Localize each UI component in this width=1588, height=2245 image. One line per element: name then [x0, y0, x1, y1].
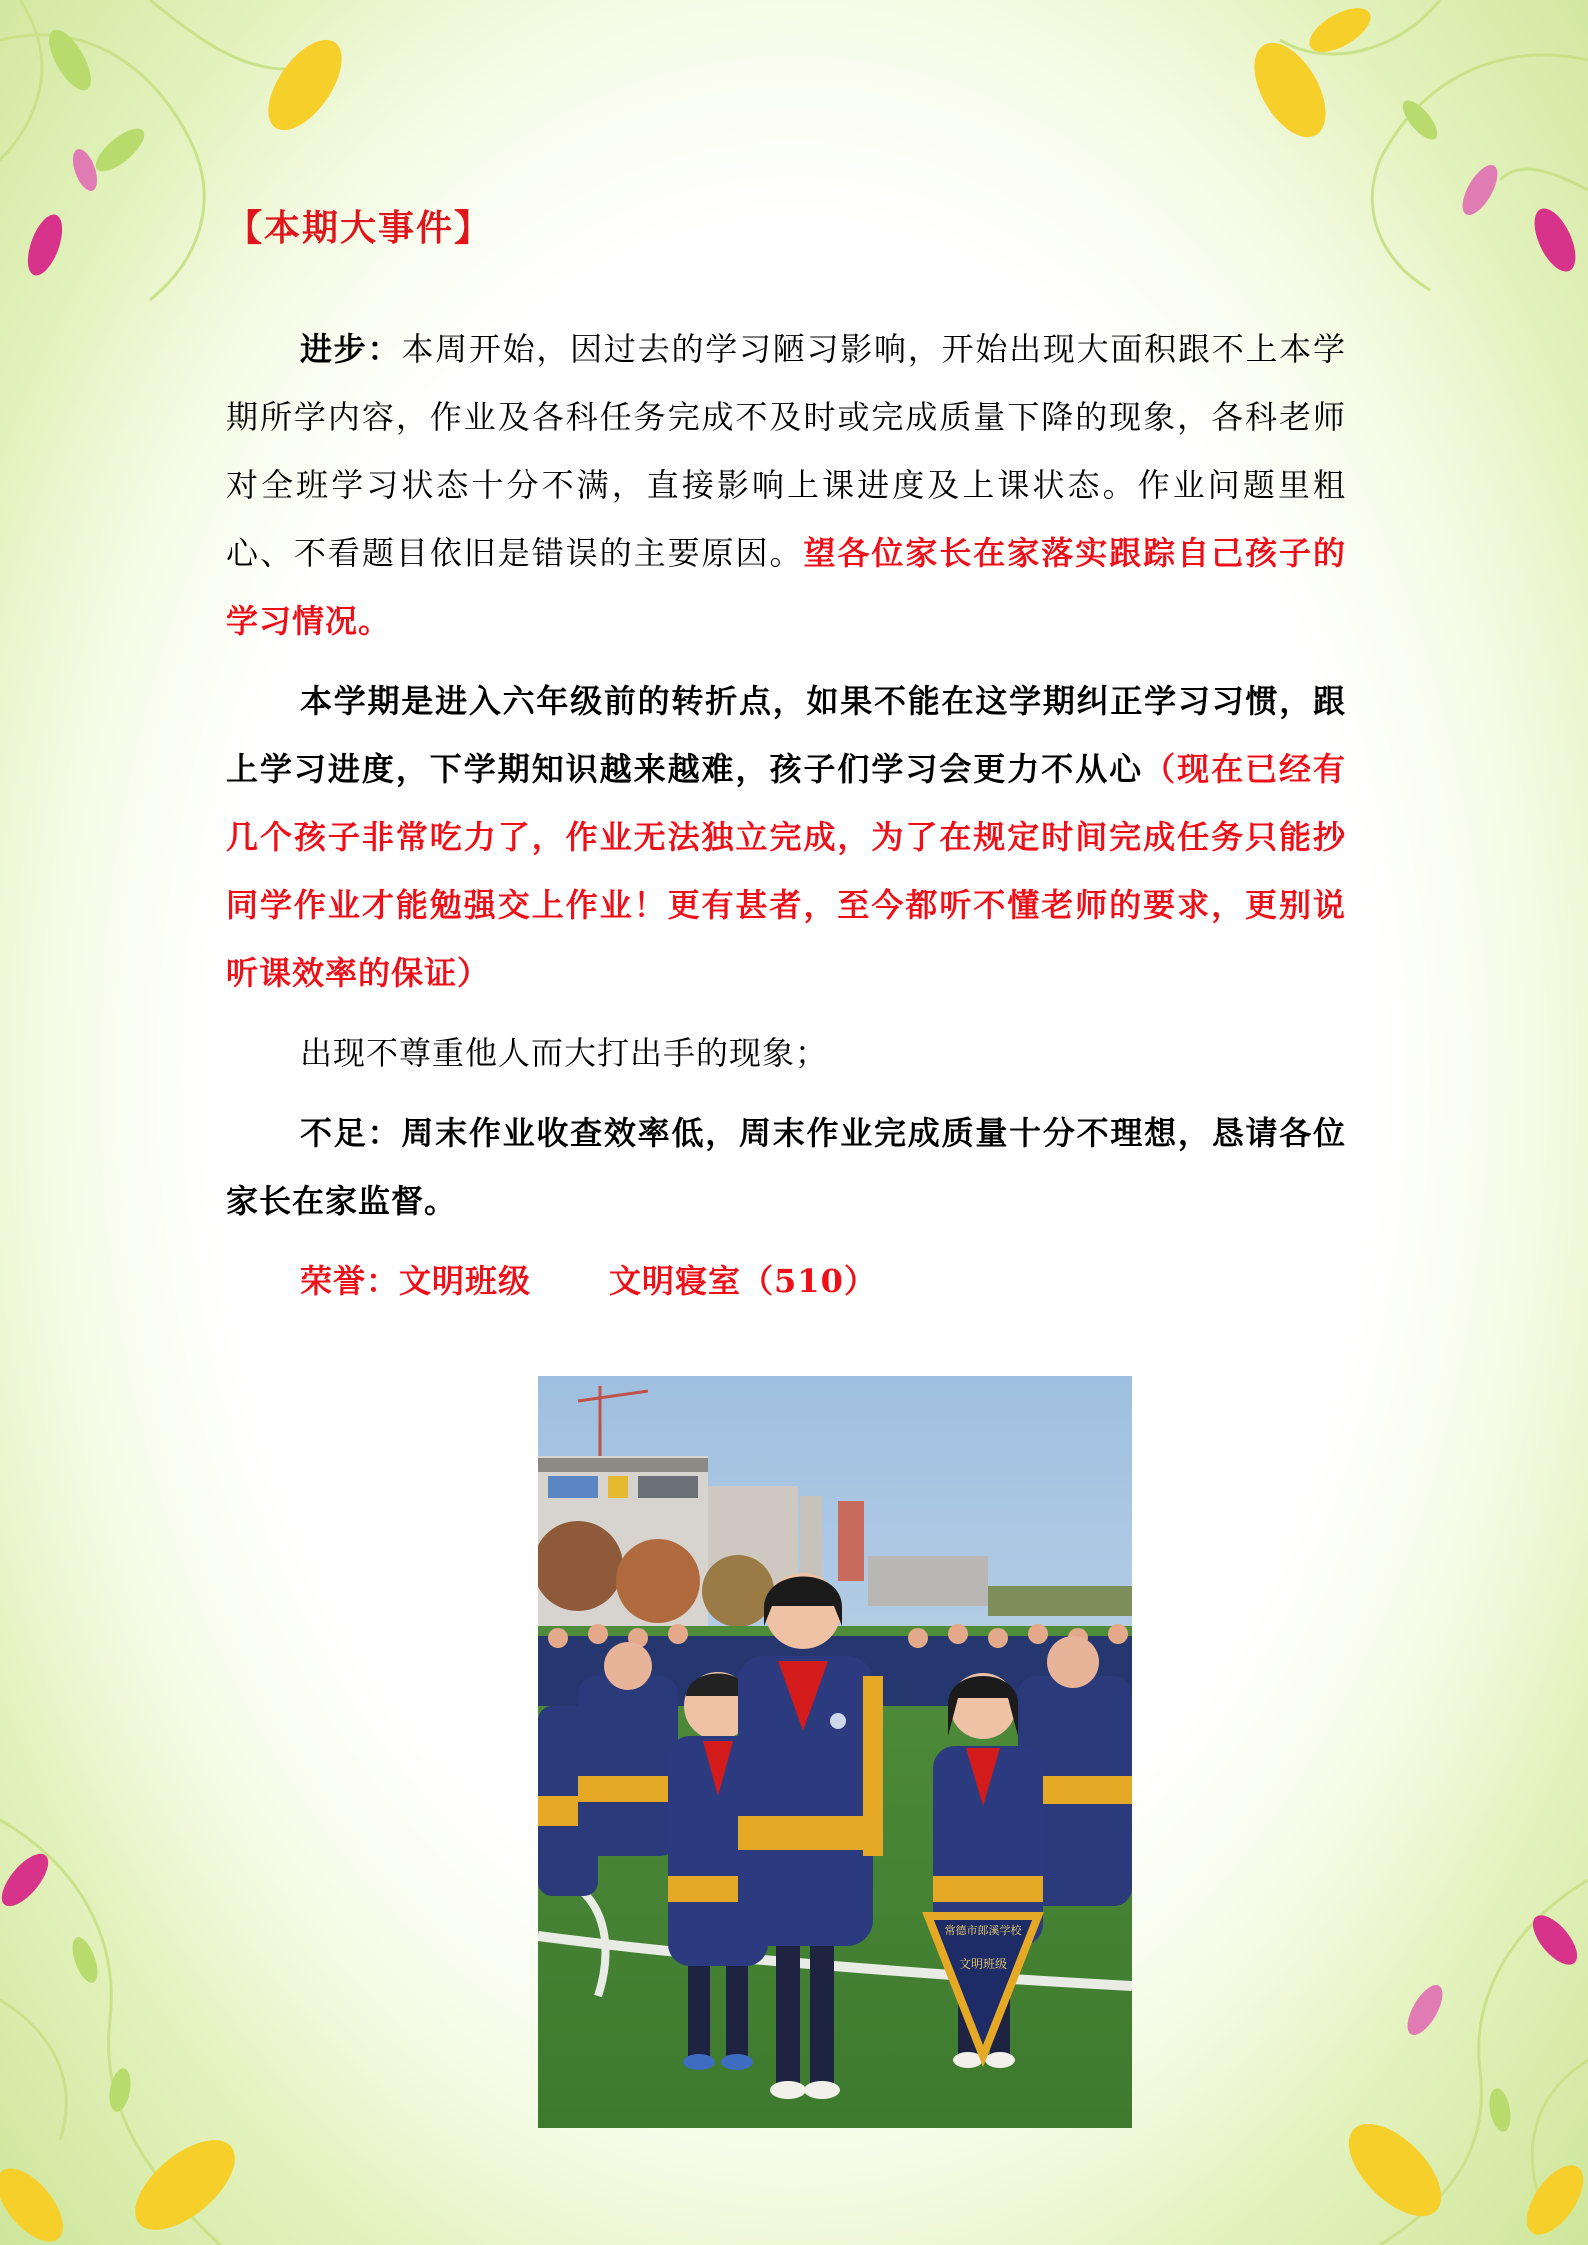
newsletter-section — [226, 200, 1346, 1315]
progress-paragraph — [226, 315, 1346, 655]
progress-label: 进步： — [300, 330, 402, 368]
turning-point-paragraph — [226, 667, 1346, 1007]
pennant-text-class: 文明班级 — [958, 1957, 1008, 1971]
section-title: 【本期大事件】 — [226, 208, 493, 249]
honor-item-1: 文明班级 — [399, 1262, 532, 1300]
shortcoming-label: 不足： — [300, 1114, 402, 1152]
students-photo-illustration — [538, 1376, 1132, 2128]
turning-point-text: 本学期是进入六年级前的转折点，如果不能在这学期纠正学习习惯，跟上学习进度，下学期知识越来越难，孩子们学习会更力不从心 — [226, 682, 1346, 788]
pennant-text-school: 常德市郎溪学校 — [944, 1924, 1022, 1937]
shortcoming-paragraph — [226, 1099, 1346, 1235]
yellow-leaf-icon — [254, 27, 356, 142]
pink-leaf-icon — [21, 210, 69, 280]
honor-line — [226, 1247, 1346, 1315]
behavior-paragraph: 出现不尊重他人而大打出手的现象； — [300, 1034, 829, 1072]
progress-highlight: 望各位家长在家落实跟踪自己孩子的学习情况。 — [226, 534, 1346, 640]
class-photo — [538, 1376, 1132, 2128]
honor-item-2: 文明寝室（510） — [609, 1262, 877, 1300]
shortcoming-text: 周末作业收查效率低，周末作业完成质量十分不理想，恳请各位家长在家监督。 — [226, 1114, 1346, 1220]
honor-label: 荣誉： — [300, 1262, 400, 1300]
turning-point-highlight: （现在已经有几个孩子非常吃力了，作业无法独立完成，为了在规定时间完成任务只能抄同学作业才能勉强交上作业！更有甚者，至今都听不懂老师的要求，更别说听课效率的保证） — [226, 750, 1346, 992]
progress-text: 本周开始，因过去的学习陋习影响，开始出现大面积跟不上本学期所学内容，作业及各科任务完成不及时或完成质量下降的现象，各科老师对全班学习状态十分不满，直接影响上课进度及上课状态。作业问题里粗心、不看题目依旧是错误的主要原因。 — [226, 330, 1346, 572]
